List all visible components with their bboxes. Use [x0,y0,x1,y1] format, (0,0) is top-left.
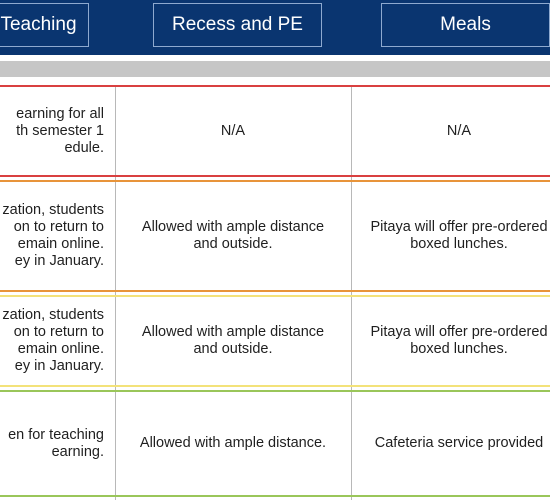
recess-cell [116,392,350,495]
teaching-cell [0,392,108,495]
cell-text-line: on to return to [13,219,104,235]
row-divider [0,175,550,177]
meals-cell [353,392,550,495]
cell-text-line: th semester 1 [16,122,104,139]
recess-cell [116,297,350,385]
recess-and-pe-button[interactable]: Recess and PE [153,3,322,47]
cell-text-line: Allowed with ample distance [141,324,325,340]
cell-text-line: Allowed with ample distance [141,219,325,235]
cell-text-line: Cafeteria service provided [374,435,544,451]
meals-cell [353,297,550,385]
cell-text-line: emain online. [17,236,104,252]
meals-button[interactable]: Meals [381,3,550,47]
recess-cell [116,87,350,175]
cell-text-line: and outside. [193,236,273,252]
teaching-cell [0,297,108,385]
meals-cell [353,182,550,290]
cell-text-line: N/A [446,122,472,139]
cell-text-line: zation, students [2,202,104,218]
row-divider [0,495,550,497]
cell-text-line: and outside. [193,341,273,357]
cell-text-line: Pitaya will offer pre-ordered [370,324,548,340]
meals-cell [353,87,550,175]
cell-text-line: boxed lunches. [410,341,508,357]
cell-text-line: emain online. [17,341,104,357]
row-divider [0,290,550,292]
cell-text-line: Allowed with ample distance. [139,435,327,451]
cell-text-line: edule. [64,139,104,156]
cell-text-line: Pitaya will offer pre-ordered [370,219,548,235]
cell-text-line: ey in January. [14,358,104,374]
cell-text-line: earning for all [16,105,104,122]
cell-text-line: N/A [220,122,246,139]
header-divider-bar [0,61,550,77]
teaching-cell [0,182,108,290]
guidelines-table [0,85,550,500]
page-header [0,0,550,55]
cell-text-line: earning. [51,443,104,460]
cell-text-line: ey in January. [14,253,104,269]
teaching-button[interactable]: Teaching [0,3,89,47]
row-divider [0,385,550,387]
cell-text-line: zation, students [2,307,104,323]
teaching-cell [0,87,108,175]
column-separator [351,85,352,500]
recess-cell [116,182,350,290]
cell-text-line: boxed lunches. [410,236,508,252]
cell-text-line: on to return to [13,324,104,340]
cell-text-line: en for teaching [8,426,104,443]
